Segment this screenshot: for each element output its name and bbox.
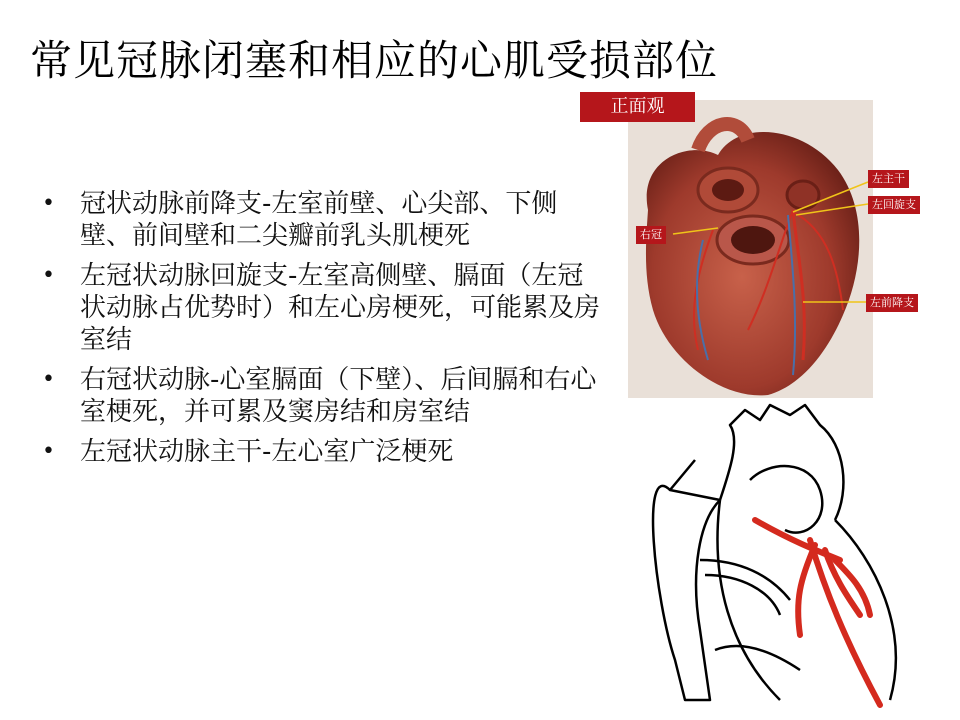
list-item <box>42 436 602 468</box>
tag-left-circumflex: 左回旋支 <box>868 196 920 214</box>
bullet-list <box>42 188 602 476</box>
heart-photo <box>628 100 873 398</box>
list-item <box>42 364 602 428</box>
tag-lad: 左前降支 <box>866 294 918 312</box>
tag-left-main: 左主干 <box>868 170 909 188</box>
bullet-icon: • <box>42 263 55 288</box>
bullet-icon: • <box>42 191 55 216</box>
bullet-text: 冠状动脉前降支-左室前壁、心尖部、下侧壁、前间壁和二尖瓣前乳头肌梗死 <box>80 189 558 251</box>
tag-right-coronary: 右冠 <box>636 226 666 244</box>
heart-photo-illustration <box>628 100 873 398</box>
list-item <box>42 260 602 356</box>
bullet-icon: • <box>42 439 55 464</box>
bullet-text: 左冠状动脉回旋支-左室高侧壁、膈面（左冠状动脉占优势时）和左心房梗死，可能累及房室结 <box>80 261 601 355</box>
bullet-icon: • <box>42 367 55 392</box>
photo-view-label: 正面观 <box>580 92 695 122</box>
heart-line-art <box>630 400 930 720</box>
bullet-text: 右冠状动脉-心室膈面（下壁）、后间膈和右心室梗死，并可累及窦房结和房室结 <box>80 365 597 427</box>
list-item <box>42 188 602 252</box>
page-title: 常见冠脉闭塞和相应的心肌受损部位 <box>30 36 719 85</box>
bullet-text: 左冠状动脉主干-左心室广泛梗死 <box>80 437 454 467</box>
